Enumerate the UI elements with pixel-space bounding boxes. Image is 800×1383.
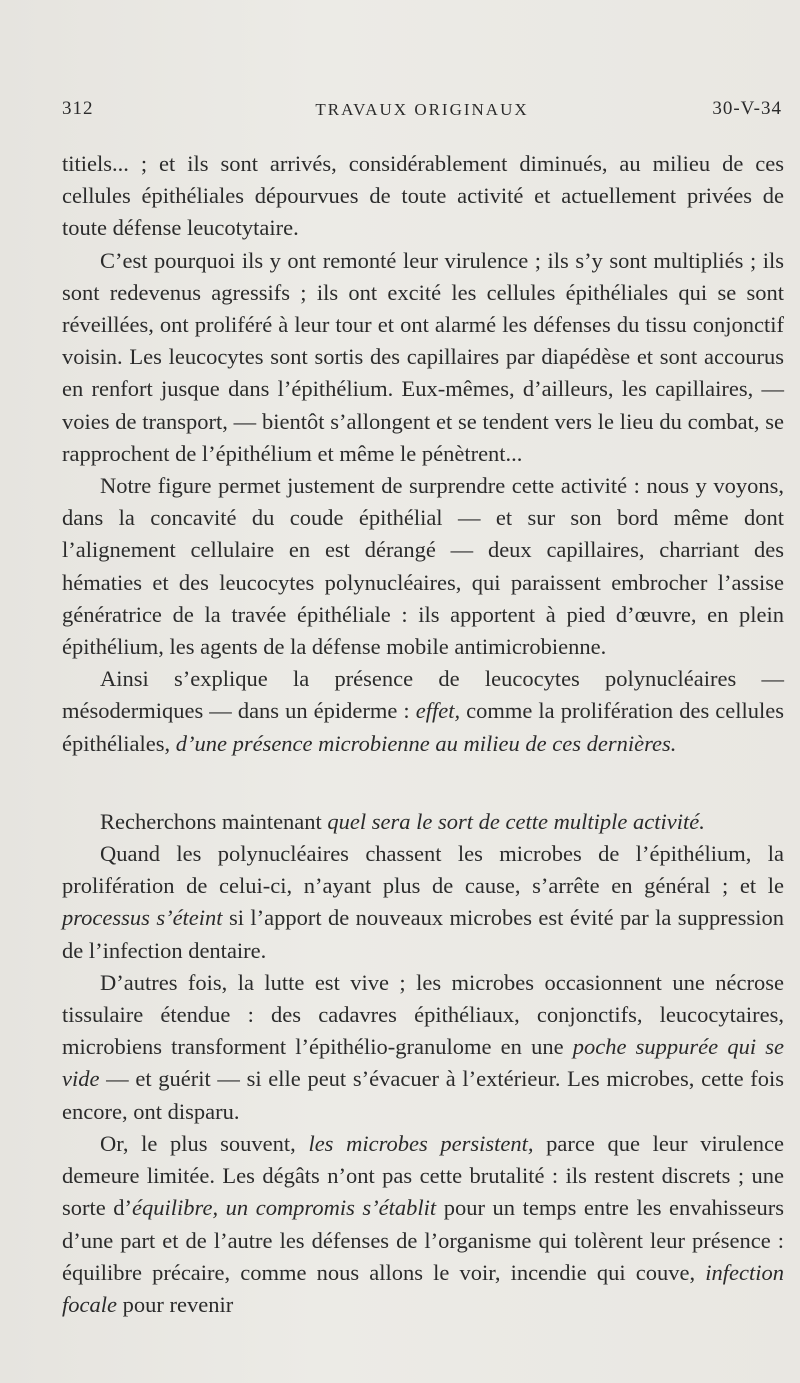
page-number: 312 bbox=[62, 98, 94, 119]
text-run: Recherchons maintenant bbox=[100, 808, 328, 834]
paragraph bbox=[62, 148, 784, 245]
italic-text: infection focale bbox=[62, 1259, 784, 1317]
text-run: comme la prolifération des cellules épithéliales, bbox=[62, 698, 784, 756]
text-run: pour un temps entre les envahisseurs d’une part et de l’autre les défenses de l’organisme qui tolèrent leur présence : équilibre précaire, comme nous allons le voir, incendie qui couve, bbox=[62, 1195, 784, 1285]
italic-text: poche suppurée qui se vide bbox=[62, 1034, 785, 1092]
text-run: si l’apport de nouveaux microbes est évité par la suppression de l’infection dentaire. bbox=[62, 905, 785, 963]
paragraph bbox=[62, 470, 784, 663]
text-run: Notre figure permet justement de surprendre cette activité : nous y voyons, dans la concavité du coude épithélial — et sur son bord même dont l’alignement cellulaire en est dérangé — deux capillaires, charriant des hématies et des leucocytes polynucléaires, qui paraissent embrocher l’assise génératrice de la travée épithéliale : ils apportent à pied d’œuvre, en plein épithélium, les agents de la défense mobile antimicrobienne. bbox=[62, 473, 784, 660]
paragraph bbox=[62, 663, 784, 760]
text-run: C’est pourquoi ils y ont remonté leur virulence ; ils s’y sont multipliés ; ils sont redevenus agressifs ; ils ont excité les cellules épithéliales qui se sont réveillées, ont proliféré à leur tour et ont alarmé les défenses du tissu conjonctif voisin. Les leucocytes sont sortis des capillaires par diapédèse et sont accourus en renfort jusque dans l’épithélium. Eux-mêmes, d’ailleurs, les capillaires, — voies de transport, — bientôt s’allongent et se tendent vers le lieu du combat, se rapprochent de l’épithélium et même le pénètrent... bbox=[62, 247, 784, 466]
italic-text: quel sera le sort de cette multiple activité. bbox=[327, 808, 705, 834]
text-run: D’autres fois, la lutte est vive ; les microbes occasionnent une nécrose tissulaire étendue : des cadavres épithéliaux, conjonctifs, leucocytaires, microbiens transforment l’épithélio-granulome en une bbox=[62, 969, 784, 1060]
paragraph bbox=[62, 245, 784, 470]
paragraph bbox=[62, 838, 784, 967]
header-date: 30-V-34 bbox=[712, 98, 782, 119]
running-header bbox=[62, 98, 782, 128]
text-run: parce que leur virulence demeure limitée. Les dégâts n’ont pas cette brutalité : ils restent discrets ; une sorte d’ bbox=[62, 1130, 784, 1221]
italic-text: d’une présence microbienne au milieu de ces dernières. bbox=[175, 730, 677, 756]
paragraph bbox=[62, 967, 784, 1128]
text-run: — et guérit — si elle peut s’évacuer à l’extérieur. Les microbes, cette fois encore, ont disparu. bbox=[62, 1066, 784, 1124]
paragraph bbox=[62, 806, 784, 838]
body-text bbox=[62, 148, 784, 1321]
text-run: pour revenir bbox=[116, 1291, 234, 1317]
section-gap bbox=[62, 760, 784, 806]
text-run: Quand les polynucléaires chassent les microbes de l’épithélium, la prolifération de celui-ci, n’ayant plus de cause, s’arrête en général ; et le bbox=[62, 841, 784, 899]
italic-text: effet, bbox=[415, 698, 461, 724]
text-run: titiels... ; et ils sont arrivés, considérablement diminués, au milieu de ces cellules épithéliales dépourvues de toute activité et actuellement privées de toute défense leucotytaire. bbox=[62, 151, 784, 241]
text-run: Ainsi s’explique la présence de leucocytes polynucléaires — mésodermiques — dans un épiderme : bbox=[62, 666, 784, 724]
italic-text: processus s’éteint bbox=[62, 905, 223, 931]
italic-text: équilibre, un compromis s’établit bbox=[132, 1195, 437, 1221]
italic-text: les microbes persistent, bbox=[308, 1130, 534, 1156]
running-title: TRAVAUX ORIGINAUX bbox=[315, 100, 529, 119]
text-run: Or, le plus souvent, bbox=[100, 1130, 309, 1156]
paragraph bbox=[62, 1128, 784, 1321]
